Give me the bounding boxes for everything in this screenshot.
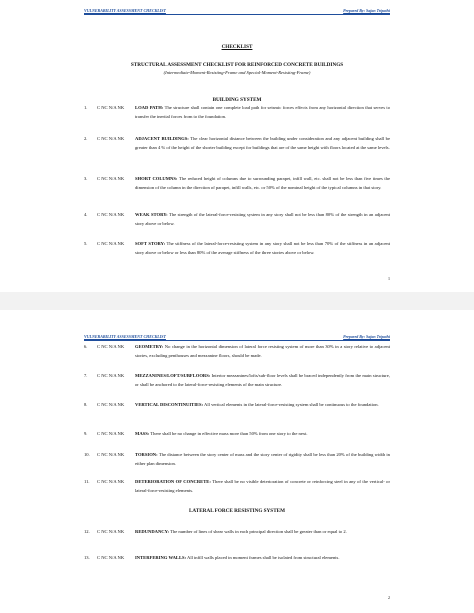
item-title: SOFT STORY:	[135, 241, 166, 246]
item-status-codes[interactable]: C NC N/A NK	[97, 212, 125, 217]
item-status-codes[interactable]: C NC N/A NK	[97, 105, 125, 110]
item-title: TORSION:	[135, 452, 158, 457]
item-text: All infill walls placed in moment frames shall be isolated from structural elements.	[187, 555, 340, 560]
item-status-codes[interactable]: C NC N/A NK	[97, 452, 125, 457]
item-status-codes[interactable]: C NC N/A NK	[97, 479, 125, 484]
item-number: 1.	[84, 105, 88, 110]
item-status-codes[interactable]: C NC N/A NK	[97, 555, 125, 560]
item-text: There shall be no change in effective mass more than 50% from one story to the next.	[150, 431, 308, 436]
item-text: No change in the horizontal dimension of lateral force resisting system of more than 30% in a story relative to adjacent stories, excluding penthouses and mezzanine floors, should be made.	[135, 344, 390, 358]
item-status-codes[interactable]: C NC N/A NK	[97, 176, 125, 181]
main-title: STRUCTURAL ASSESSMENT CHECKLIST FOR REINFORCED CONCRETE BUILDINGS	[130, 62, 344, 68]
item-number: 13.	[84, 555, 90, 560]
item-status-codes[interactable]: C NC N/A NK	[97, 344, 125, 349]
item-title: LOAD PATH:	[135, 105, 164, 110]
item-status-codes[interactable]: C NC N/A NK	[97, 241, 125, 246]
item-text: The stiffness of the lateral-force-resisting system in any story shall not be less than 70% of the stiffness in an adjacent story above or below or less than 80% of the average stiffness of the three stories above or below.	[135, 241, 390, 255]
document-page-2	[0, 310, 474, 613]
header-author: Prepared By: Sajan Tripathi	[343, 334, 390, 339]
item-number: 3.	[84, 176, 88, 181]
item-status-codes[interactable]: C NC N/A NK	[97, 431, 125, 436]
item-status-codes[interactable]: C NC N/A NK	[97, 529, 125, 534]
item-text: The structure shall contain one complete load path for seismic forces effects from any horizontal direction that serves to transfer the inertial forces from to the foundation.	[135, 105, 390, 119]
item-number: 12.	[84, 529, 90, 534]
header-author: Prepared By: Sajan Tripathi	[343, 8, 390, 13]
page-header	[84, 332, 390, 341]
item-number: 6.	[84, 344, 88, 349]
document-page-1	[0, 0, 474, 292]
item-title: VERTICAL DISCONTINUITIES:	[135, 402, 204, 407]
page-header	[84, 6, 390, 15]
item-title: GEOMETRY:	[135, 344, 164, 349]
item-title: MASS:	[135, 431, 150, 436]
item-title: SHORT COLUMNS:	[135, 176, 178, 181]
item-title: MEZZANINES/LOFT/SUBFLOORS:	[135, 373, 211, 378]
subtitle: (Intermediate-Moment-Resisting-Frame and Special-Moment-Resisting-Frame)	[163, 70, 311, 75]
item-text: The distance between the story center of mass and the story center of rigidity shall be less than 20% of the building width in either plan dimension.	[135, 452, 390, 466]
item-number: 4.	[84, 212, 88, 217]
document-title: CHECKLIST	[221, 44, 253, 50]
item-text: The number of lines of shear walls in each principal direction shall be greater than or equal to 2.	[170, 529, 347, 534]
item-title: DETERIORATION OF CONCRETE:	[135, 479, 211, 484]
page-number: 2	[388, 595, 390, 600]
section-heading-lateral-force: LATERAL FORCE RESISTING SYSTEM	[188, 508, 286, 514]
item-text: The strength of the lateral-force-resisting system in any story shall not be less than 80% of the strength in an adjacent story above or below.	[135, 212, 391, 226]
item-text: All vertical elements in the lateral-force-resisting system shall be continuous to the foundation.	[204, 402, 379, 407]
item-text: The clear horizontal distance between the building under consideration and any adjacent building shall be greater than 4 % of the height of the shorter building except for buildings that are of the same height with floors located at the same levels.	[135, 136, 390, 150]
item-status-codes[interactable]: C NC N/A NK	[97, 373, 125, 378]
item-status-codes[interactable]: C NC N/A NK	[97, 136, 125, 141]
item-status-codes[interactable]: C NC N/A NK	[97, 402, 125, 407]
item-number: 8.	[84, 402, 88, 407]
header-title: VULNERABILITY ASSESSMENT CHECKLIST	[84, 334, 166, 339]
item-number: 11.	[84, 479, 90, 484]
item-number: 10.	[84, 452, 90, 457]
item-title: INTERFERING WALLS:	[135, 555, 187, 560]
section-heading-building-system: BUILDING SYSTEM	[212, 97, 262, 103]
item-text: Interior mezzanines/lofts/sub-floor levels shall be braced independently from the main structure, or shall be anchored to the lateral-force-resisting elements of the main structure.	[135, 373, 390, 387]
item-number: 7.	[84, 373, 88, 378]
page-number: 1	[388, 276, 390, 281]
item-number: 5.	[84, 241, 88, 246]
item-title: ADJACENT BUILDINGS:	[135, 136, 189, 141]
item-number: 2.	[84, 136, 88, 141]
item-text: There shall be no visible deterioration of concrete or reinforcing steel in any of the vertical- or lateral-force-resisting elements.	[135, 479, 391, 493]
item-number: 9.	[84, 431, 88, 436]
item-title: REDUNDANCY:	[135, 529, 170, 534]
page-gap	[0, 292, 474, 310]
item-text: The reduced height of columns due to surrounding parapet, infill wall, etc. shall not be less than five times the dimension of the column in the direction of parapet, infill walls, etc. or 50% of the nominal height of the typical columns in that story.	[135, 176, 390, 190]
header-title: VULNERABILITY ASSESSMENT CHECKLIST	[84, 8, 166, 13]
item-title: WEAK STORY:	[135, 212, 168, 217]
